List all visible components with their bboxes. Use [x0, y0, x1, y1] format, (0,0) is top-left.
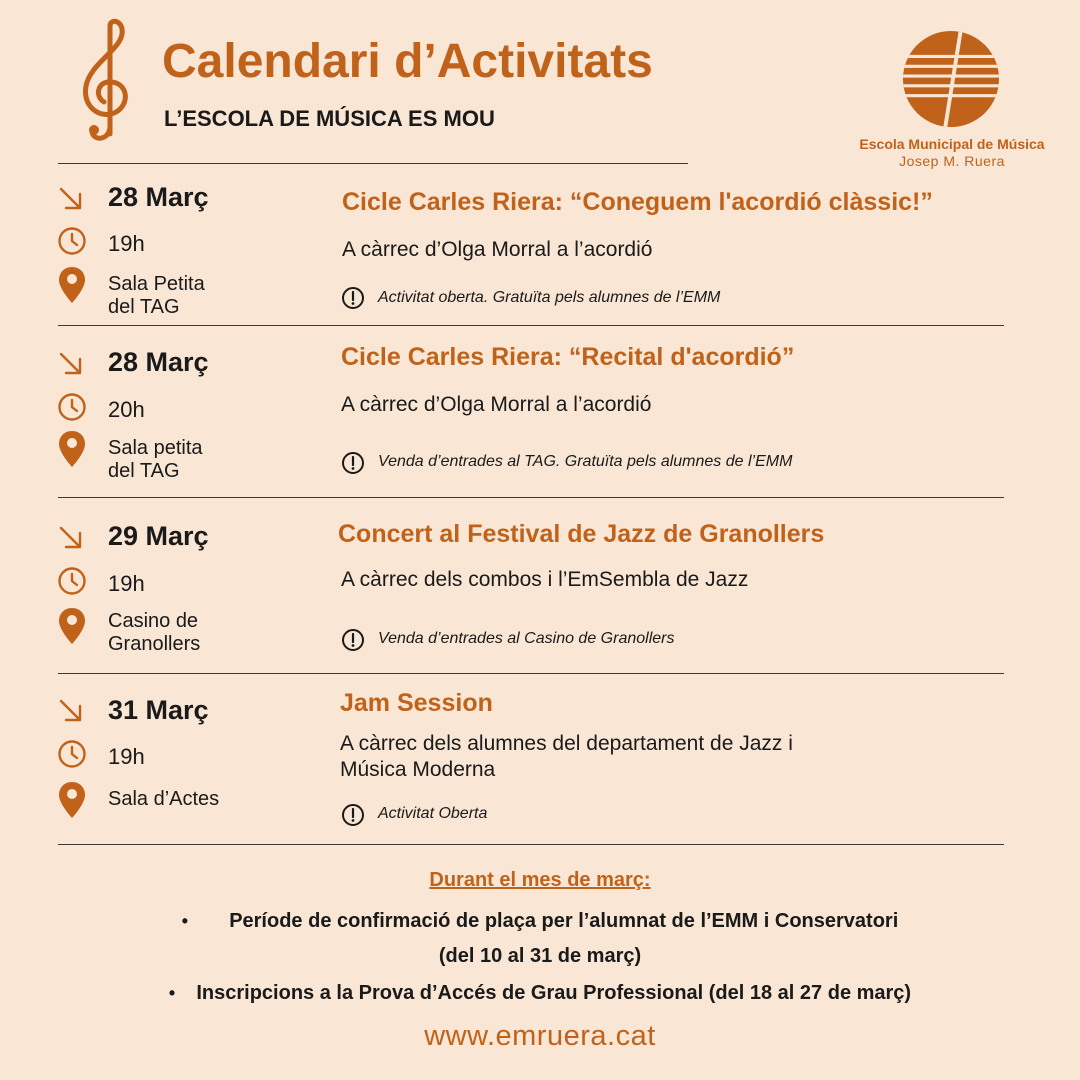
- month-item-continuation: (del 10 al 31 de març): [438, 945, 642, 967]
- event-description: A càrrec dels combos i l’EmSembla de Jazz: [341, 568, 749, 591]
- event-date: 28 Març: [108, 347, 209, 377]
- exclamation-circle-icon: [341, 628, 365, 652]
- event-description: A càrrec d’Olga Morral a l’acordió: [342, 238, 653, 261]
- arrow-down-right-icon: [58, 186, 84, 212]
- arrow-down-right-icon: [58, 525, 84, 551]
- event-title: Concert al Festival de Jazz de Granollers: [338, 520, 825, 548]
- treble-clef-icon: [72, 16, 142, 146]
- logo-school-name: Escola Municipal de Música: [859, 136, 1045, 152]
- event-date: 28 Març: [108, 182, 209, 212]
- event-description: A càrrec d’Olga Morral a l’acordió: [341, 393, 652, 416]
- month-item-text: Inscripcions a la Prova d’Accés de Grau Professional (del 18 al 27 de març): [196, 982, 912, 1004]
- event-title: Cicle Carles Riera: “Coneguem l'acordió clàssic!”: [342, 188, 933, 216]
- event-info: Activitat Oberta: [378, 805, 488, 822]
- event-time: 19h: [108, 744, 145, 769]
- event-divider: [58, 673, 1004, 674]
- arrow-down-right-icon: [58, 351, 84, 377]
- clock-icon: [57, 226, 87, 256]
- location-pin-icon: [58, 607, 86, 645]
- school-logo: [902, 30, 1000, 128]
- event-title: Cicle Carles Riera: “Recital d'acordió”: [341, 343, 795, 371]
- event-time: 20h: [108, 397, 145, 422]
- event-description-line: A càrrec dels alumnes del departament de Jazz i: [340, 732, 793, 755]
- event-venue-line: Sala Petita: [108, 273, 205, 295]
- exclamation-circle-icon: [341, 286, 365, 310]
- page-title: Calendari d’Activitats: [162, 35, 653, 88]
- event-date: 29 Març: [108, 521, 209, 551]
- event-venue-line: Sala petita: [108, 437, 203, 459]
- month-heading: Durant el mes de març:: [429, 869, 651, 891]
- event-description-line: Música Moderna: [340, 758, 496, 781]
- month-item: [0, 982, 1080, 1005]
- bullet: •: [168, 983, 176, 1003]
- header-divider: [58, 163, 688, 164]
- event-divider: [58, 844, 1004, 845]
- event-venue-line: del TAG: [108, 296, 180, 318]
- event-info: Venda d’entrades al TAG. Gratuïta pels alumnes de l’EMM: [378, 453, 793, 470]
- event-date: 31 Març: [108, 695, 209, 725]
- location-pin-icon: [58, 781, 86, 819]
- event-description: [340, 731, 793, 783]
- event-info: Venda d’entrades al Casino de Granollers: [378, 630, 675, 647]
- bullet: •: [181, 911, 189, 931]
- event-venue: [108, 437, 328, 483]
- arrow-down-right-icon: [58, 698, 84, 724]
- clock-icon: [57, 566, 87, 596]
- page-subtitle: L’ESCOLA DE MÚSICA ES MOU: [164, 106, 495, 131]
- event-venue-line: Casino de: [108, 610, 199, 632]
- event-divider: [58, 497, 1004, 498]
- logo-school-subname: Josep M. Ruera: [899, 153, 1005, 169]
- clock-icon: [57, 739, 87, 769]
- event-divider: [58, 325, 1004, 326]
- event-time: 19h: [108, 571, 145, 596]
- exclamation-circle-icon: [341, 451, 365, 475]
- event-venue-line: Sala d’Actes: [108, 788, 220, 810]
- event-venue: [108, 610, 328, 656]
- event-title: Jam Session: [340, 689, 493, 717]
- event-venue: [108, 273, 328, 319]
- month-item: [0, 910, 1080, 933]
- website-link[interactable]: www.emruera.cat: [424, 1020, 656, 1052]
- event-time: 19h: [108, 231, 145, 256]
- location-pin-icon: [58, 430, 86, 468]
- month-item-text: Període de confirmació de plaça per l’alumnat de l’EMM i Conservatori: [229, 910, 899, 932]
- event-venue-line: Granollers: [108, 633, 201, 655]
- clock-icon: [57, 392, 87, 422]
- exclamation-circle-icon: [341, 803, 365, 827]
- event-info: Activitat oberta. Gratuïta pels alumnes de l’EMM: [378, 289, 721, 306]
- event-venue: [108, 788, 328, 811]
- location-pin-icon: [58, 266, 86, 304]
- event-venue-line: del TAG: [108, 460, 180, 482]
